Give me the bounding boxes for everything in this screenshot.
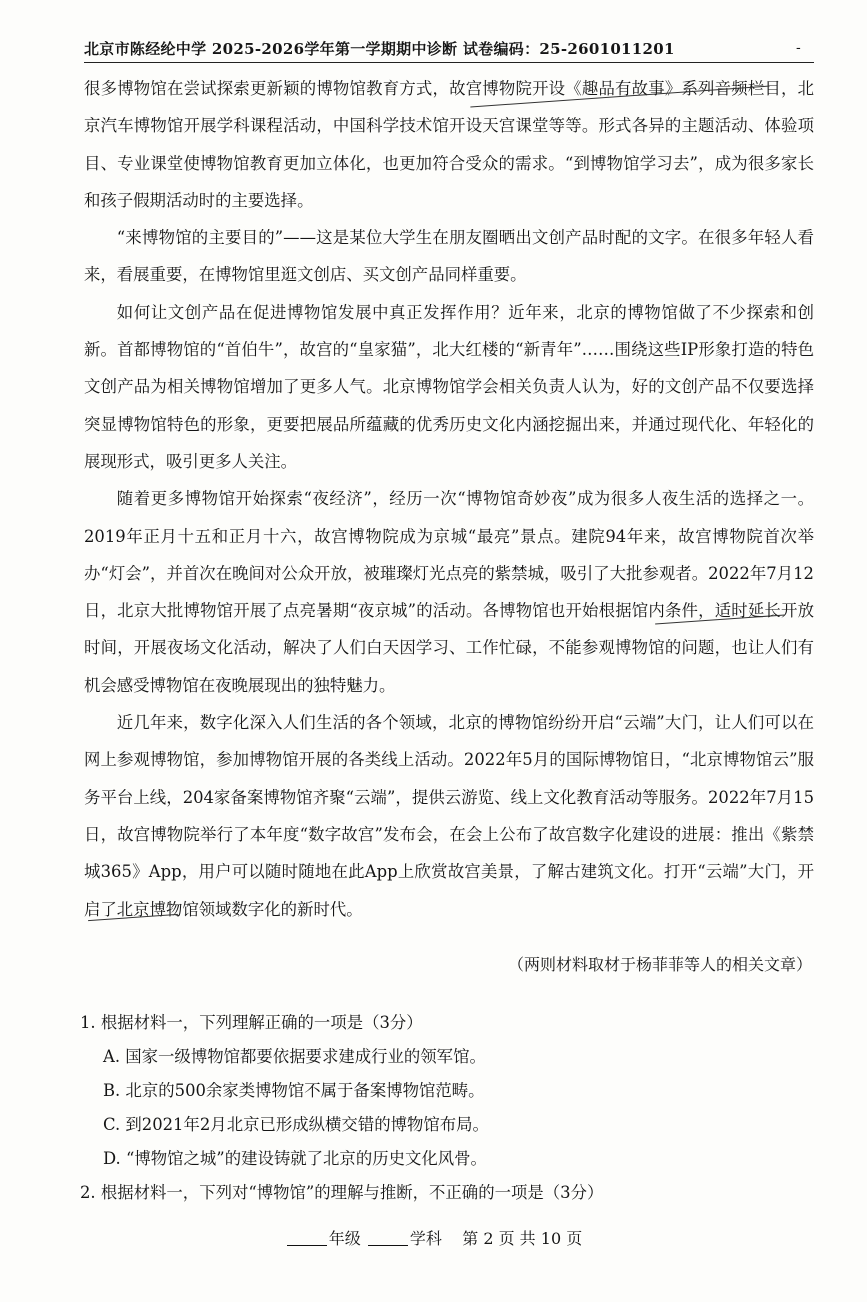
corner-mark: -	[796, 40, 801, 56]
passage-paragraph-5: 近几年来，数字化深入人们生活的各个领域，北京的博物馆纷纷开启“云端”大门，让人们可以在网上参观博物馆，参加博物馆开展的各类线上活动。2022年5月的国际博物馆日，“北京博物馆云”服务平台上线，204家备案博物馆齐聚“云端”，提供云游览、线上文化教育活动等服务。2022年7月15日，故宫博物院举行了本年度“数字故宫”发布会，在会上公布了故宫数字化建设的进展：推出《紫禁城365》App，用户可以随时随地在此App上欣赏故宫美景，了解古建筑文化。打开“云端”大门，开启了北京博物馆领域数字化的新时代。	[84, 713, 814, 919]
footer-page-number: 第 2 页 共 10 页	[462, 1229, 583, 1248]
passage-paragraph-3: 如何让文创产品在促进博物馆发展中真正发挥作用？近年来，北京的博物馆做了不少探索和创新。首都博物馆的“首伯牛”，故宫的“皇家猫”，北大红楼的“新青年”……围绕这些IP形象打造的特色文创产品为相关博物馆增加了更多人气。北京博物馆学会相关负责人认为，好的文创产品不仅要选择突显博物馆特色的形象，更要把展品所蕴藏的优秀历史文化内涵挖掘出来，并通过现代化、年轻化的展现形式，吸引更多人关注。	[84, 302, 814, 471]
passage-paragraph-2: “来博物馆的主要目的”——这是某位大学生在朋友圈晒出文创产品时配的文字。在很多年轻人看来，看展重要，在博物馆里逛文创店、买文创产品同样重要。	[84, 228, 814, 285]
question-1-stem: 1. 根据材料一，下列理解正确的一项是（3分）	[80, 1013, 423, 1032]
question-1-option-a: A. 国家一级博物馆都要依据要求建成行业的领军馆。	[103, 1047, 486, 1066]
grade-blank	[287, 1245, 327, 1246]
reading-passage	[84, 70, 814, 928]
source-note: （两则材料取材于杨菲菲等人的相关文章）	[507, 955, 812, 974]
question-2-stem: 2. 根据材料一，下列对“博物馆”的理解与推断，不正确的一项是（3分）	[80, 1183, 604, 1202]
page-footer	[0, 1226, 867, 1249]
passage-paragraph-4: 随着更多博物馆开始探索“夜经济”，经历一次“博物馆奇妙夜”成为很多人夜生活的选择之一。2019年正月十五和正月十六，故宫博物院成为京城“最亮”景点。建院94年来，故宫博物院首次举办“灯会”，并首次在晚间对公众开放，被璀璨灯光点亮的紫禁城，吸引了大批参观者。2022年7月12日，北京大批博物馆开展了点亮暑期“夜京城”的活动。各博物馆也开始根据馆内条件，适时延长开放时间，开展夜场文化活动，解决了人们白天因学习、工作忙碌，不能参观博物馆的问题，也让人们有机会感受博物馆在夜晚展现出的独特魅力。	[84, 489, 814, 695]
question-section	[80, 1006, 820, 1210]
footer-grade: 年级	[328, 1229, 361, 1248]
footer-subject: 学科	[409, 1229, 442, 1248]
header-rule	[84, 62, 814, 63]
page-header: 北京市陈经纶中学 2025-2026学年第一学期期中诊断 试卷编码：25-2601011201	[84, 40, 675, 58]
question-1-option-d: D. “博物馆之城”的建设铸就了北京的历史文化风骨。	[103, 1149, 487, 1168]
passage-paragraph-1: 很多博物馆在尝试探索更新颖的博物馆教育方式，故宫博物院开设《趣品有故事》系列音频栏目，北京汽车博物馆开展学科课程活动，中国科学技术馆开设天宫课堂等等。形式各异的主题活动、体验项目、专业课堂使博物馆教育更加立体化，也更加符合受众的需求。“到博物馆学习去”，成为很多家长和孩子假期活动时的主要选择。	[84, 79, 814, 210]
subject-blank	[368, 1245, 408, 1246]
question-1-option-b: B. 北京的500余家类博物馆不属于备案博物馆范畴。	[103, 1081, 485, 1100]
question-1-option-c: C. 到2021年2月北京已形成纵横交错的博物馆布局。	[103, 1115, 489, 1134]
